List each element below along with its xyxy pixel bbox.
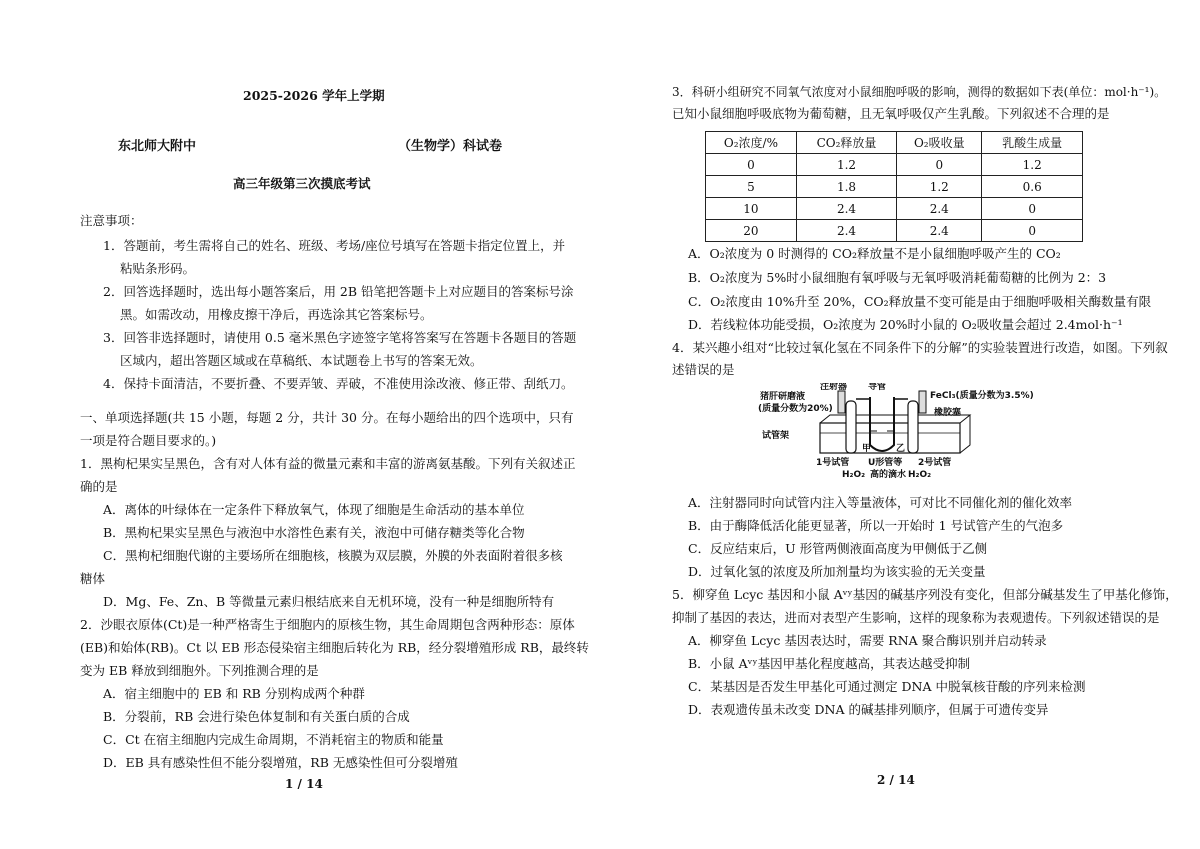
q1-option-c: 糖体 (80, 571, 106, 586)
table-cell: 0 (706, 154, 797, 176)
notice-line: 2．回答选择题时，选出每小题答案后，用 2B 铅笔把答题卡上对应题目的答案标号涂 (103, 284, 574, 299)
label-tube2: 2号试管 (918, 458, 952, 468)
label-utube: U形管等 (868, 458, 903, 468)
q3-stem: 3．科研小组研究不同氧气浓度对小鼠细胞呼吸的影响，测得的数据如下表(单位：mol·h⁻¹)。 (672, 85, 1167, 99)
notice-line: 粘贴条形码。 (120, 261, 196, 276)
q5-stem: 5．柳穿鱼 Lcyc 基因和小鼠 Aᵛʸ基因的碱基序列没有变化，但部分碱基发生了甲基化修饰， (672, 587, 1178, 602)
q5-option-b: B．小鼠 Aᵛʸ基因甲基化程度越高，其表达越受抑制 (688, 656, 971, 671)
q1-option-d: D．Mg、Fe、Zn、B 等微量元素归根结底来自无机环境，没有一种是细胞所特有 (103, 594, 555, 609)
q4-stem: 4．某兴趣小组对“比较过氧化氢在不同条件下的分解”的实验装置进行改造，如图。下列叙 (672, 340, 1168, 355)
q2-stem: 变为 EB 释放到细胞外。下列推测合理的是 (80, 663, 319, 678)
notice-line: 3．回答非选择题时，请使用 0.5 毫米黑色字迹签字笔将答案写在答题卡各题目的答题 (103, 330, 577, 345)
q3-stem: 已知小鼠细胞呼吸底物为葡萄糖，且无氧呼吸仅产生乳酸。下列叙述不合理的是 (672, 106, 1110, 121)
table-cell: 2.4 (796, 198, 896, 220)
table-cell: 1.2 (897, 176, 982, 198)
table-cell: 1.2 (796, 154, 896, 176)
q2-option-b: B．分裂前，RB 会进行染色体复制和有关蛋白质的合成 (103, 709, 410, 724)
table-cell: 5 (706, 176, 797, 198)
table-header: CO₂释放量 (796, 132, 896, 154)
table-cell: 0 (897, 154, 982, 176)
table-cell: 2.4 (897, 198, 982, 220)
q3-option-b: B．O₂浓度为 5%时小鼠细胞有氧呼吸与无氧呼吸消耗葡萄糖的比例为 2：3 (688, 270, 1107, 285)
q3-option-c: C．O₂浓度由 10%升至 20%，CO₂释放量不变可能是由于细胞呼吸相关酶数量有限 (688, 294, 1152, 309)
q2-stem: 2．沙眼衣原体(Ct)是一种严格寄生于细胞内的原核生物，其生命周期包含两种形态：原体 (80, 617, 575, 632)
q4-stem: 述错误的是 (672, 362, 735, 377)
q2-option-a: A．宿主细胞中的 EB 和 RB 分别构成两个种群 (103, 686, 365, 701)
q2-stem: (EB)和始体(RB)。Ct 以 EB 形态侵染宿主细胞后转化为 RB，经分裂增殖形成 RB，最终转 (80, 640, 589, 655)
q1-stem: 确的是 (80, 479, 118, 494)
test-tube-2 (908, 401, 918, 453)
notice-line: 4．保持卡面清洁，不要折叠、不要弄皱、弄破，不准使用涂改液、修正带、刮纸刀。 (103, 376, 574, 391)
label-tube1: 1号试管 (816, 458, 850, 468)
syringe-left (838, 391, 845, 413)
table-cell: 10 (706, 198, 797, 220)
table-cell: 0 (982, 198, 1083, 220)
label-tube: 导管 (868, 383, 887, 392)
q5-stem: 抑制了基因的表达，进而对表型产生影响，这样的现象称为表观遗传。下列叙述错误的是 (672, 610, 1160, 625)
label-h2o2-right: H₂O₂ (908, 470, 932, 480)
label-rack: 试管架 (762, 431, 790, 441)
notice-line: 1．答题前，考生需将自己的姓名、班级、考场/座位号填写在答题卡指定位置上，并 (103, 238, 566, 253)
q1-option-b: B．黑枸杞果实呈黑色与液泡中水溶性色素有关，液泡中可储存糖类等化合物 (103, 525, 525, 540)
table-row (706, 220, 1083, 242)
notice-line: 黑。如需改动，用橡皮擦干净后，再选涂其它答案标号。 (120, 307, 433, 322)
u-tube (870, 397, 894, 451)
label-utube2: 高的滴水 (870, 470, 907, 480)
table-cell: 2.4 (796, 220, 896, 242)
table-header: O₂浓度/% (706, 132, 797, 154)
table-cell: 0.6 (982, 176, 1083, 198)
notice-line: 区域内，超出答题区域或在草稿纸、本试题卷上书写的答案无效。 (120, 353, 483, 368)
label-syringe: 注射器 (820, 383, 848, 392)
subject-title: （生物学）科试卷 (398, 139, 503, 154)
table-cell: 1.2 (982, 154, 1083, 176)
label-liver-conc: (质量分数为20%) (758, 404, 833, 414)
table-header-row (706, 132, 1083, 154)
q4-option-b: B．由于酶降低活化能更显著，所以一开始时 1 号试管产生的气泡多 (688, 518, 1064, 533)
table-cell: 20 (706, 220, 797, 242)
label-fecl3: FeCl₃(质量分数为3.5%) (930, 391, 1034, 401)
label-h2o2-left: H₂O₂ (842, 470, 866, 480)
notice-title: 注意事项： (80, 213, 143, 228)
page-number: 2 / 14 (877, 773, 915, 787)
q5-option-a: A．柳穿鱼 Lcyc 基因表达时，需要 RNA 聚合酶识别并启动转录 (688, 633, 1047, 648)
q1-option-a: A．离体的叶绿体在一定条件下释放氧气，体现了细胞是生命活动的基本单位 (103, 502, 525, 517)
school-name: 东北师大附中 (118, 139, 197, 154)
table-header: 乳酸生成量 (982, 132, 1083, 154)
label-liver: 猪肝研磨液 (760, 392, 806, 402)
q1-stem: 1．黑枸杞果实呈黑色，含有对人体有益的微量元素和丰富的游离氨基酸。下列有关叙述正 (80, 456, 576, 471)
q3-option-d: D．若线粒体功能受损，O₂浓度为 20%时小鼠的 O₂吸收量会超过 2.4mol·h⁻¹ (688, 317, 1123, 332)
q3-option-a: A．O₂浓度为 0 时测得的 CO₂释放量不是小鼠细胞呼吸产生的 CO₂ (688, 246, 1061, 261)
label-jia: 甲 (862, 444, 872, 454)
table-row (706, 198, 1083, 220)
syringe-right (919, 391, 926, 413)
table-cell: 1.8 (796, 176, 896, 198)
q3-data-table (705, 131, 1083, 242)
table-row (706, 176, 1083, 198)
table-cell: 2.4 (897, 220, 982, 242)
q4-option-a: A．注射器同时向试管内注入等量液体，可对比不同催化剂的催化效率 (688, 495, 1073, 510)
label-yi: 乙 (896, 444, 906, 454)
table-row (706, 154, 1083, 176)
table-header: O₂吸收量 (897, 132, 982, 154)
q2-option-d: D．EB 具有感染性但不能分裂增殖，RB 无感染性但可分裂增殖 (103, 755, 458, 770)
table-cell: 0 (982, 220, 1083, 242)
test-tube-1 (846, 401, 856, 453)
q1-option-c: C．黑枸杞细胞代谢的主要场所在细胞核，核膜为双层膜，外膜的外表面附着很多核 (103, 548, 563, 563)
page-number: 1 / 14 (285, 777, 323, 791)
school-year: 2025-2026 学年上学期 (243, 88, 385, 103)
section-heading: 一项是符合题目要求的。) (80, 433, 217, 448)
q5-option-c: C．某基因是否发生甲基化可通过测定 DNA 中脱氧核苷酸的序列来检测 (688, 679, 1086, 694)
section-heading: 一、单项选择题(共 15 小题，每题 2 分，共计 30 分。在每小题给出的四个选项中，只有 (80, 410, 574, 425)
apparatus-diagram (758, 383, 1038, 495)
exam-title: 高三年级第三次摸底考试 (233, 176, 371, 191)
label-stopper: 橡胶塞 (934, 408, 962, 418)
q2-option-c: C．Ct 在宿主细胞内完成生命周期，不消耗宿主的物质和能量 (103, 732, 444, 747)
q4-option-c: C．反应结束后，U 形管两侧液面高度为甲侧低于乙侧 (688, 541, 988, 556)
q5-option-d: D．表观遗传虽未改变 DNA 的碱基排列顺序，但属于可遗传变异 (688, 702, 1049, 717)
q4-option-d: D．过氧化氢的浓度及所加剂量均为该实验的无关变量 (688, 564, 986, 579)
